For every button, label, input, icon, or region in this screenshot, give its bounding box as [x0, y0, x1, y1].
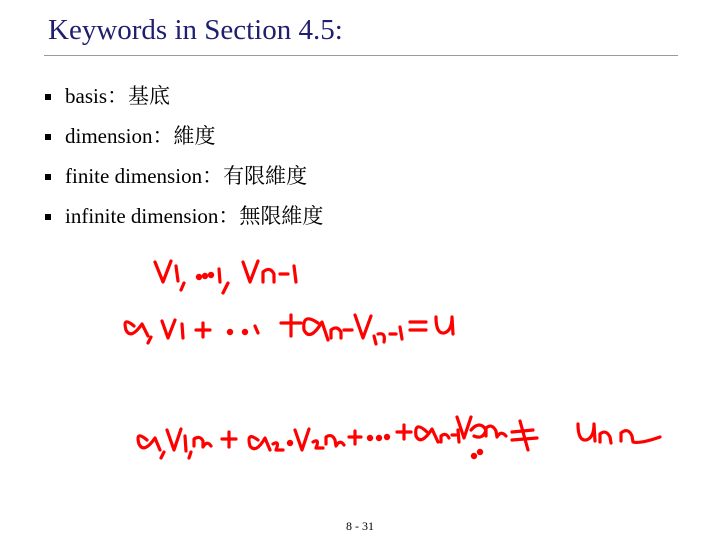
keyword-infinite-dimension: infinite dimension：無限維度: [65, 204, 324, 228]
slide-title: Keywords in Section 4.5:: [48, 14, 343, 46]
handwriting-line-2: [125, 315, 453, 344]
handwriting-line-3: [138, 417, 660, 458]
handwriting-line-1: [155, 261, 296, 293]
keyword-finite-dimension: finite dimension：有限維度: [65, 164, 308, 188]
keyword-basis: basis：基底: [65, 84, 170, 108]
page-number: 8 - 31: [346, 519, 374, 533]
keyword-dimension: dimension：維度: [65, 124, 216, 148]
